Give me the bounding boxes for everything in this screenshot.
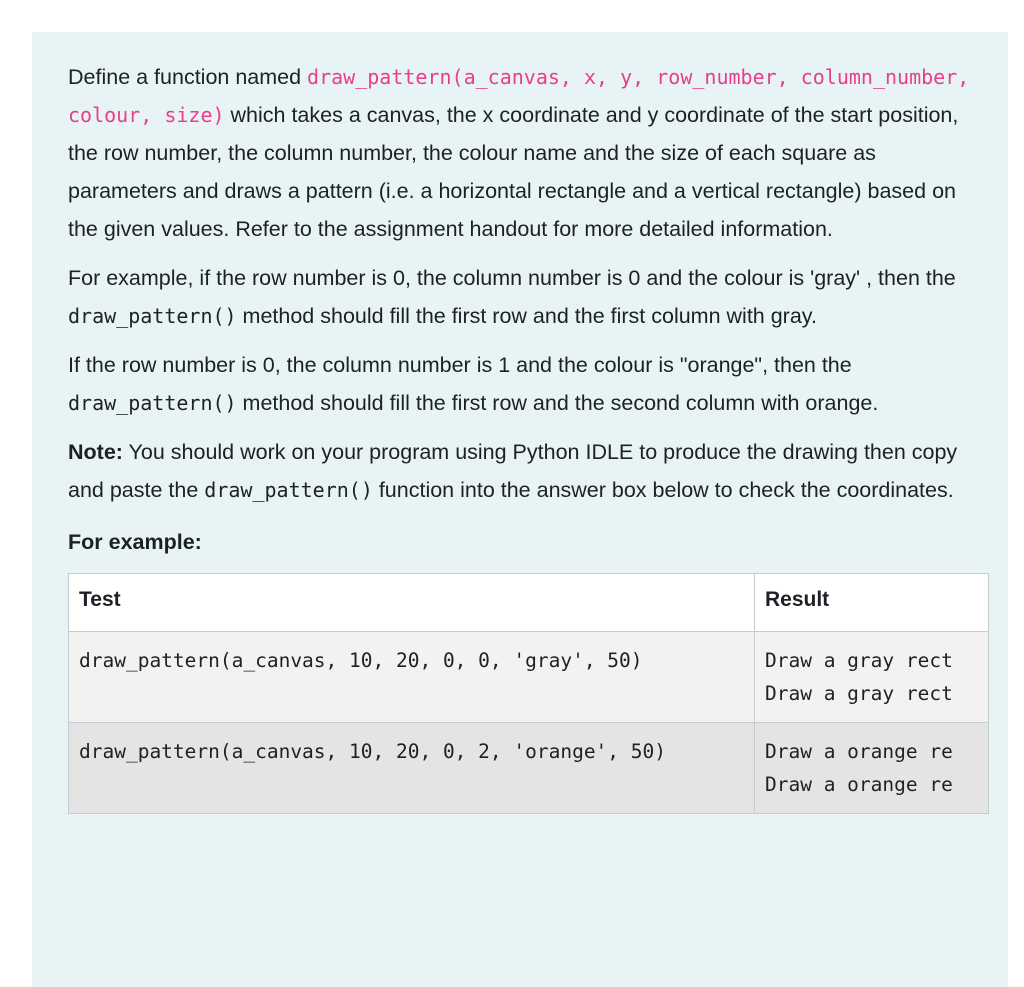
table-row [69,632,989,723]
result-cell [755,632,989,723]
p2-inline-code: draw_pattern() [68,304,237,328]
p3-text-start: If the row number is 0, the column number is 1 and the colour is "orange", then the [68,353,852,377]
result-line: Draw a orange re [765,773,953,796]
question-paragraph-note [68,433,972,509]
question-paragraph-1 [68,58,972,248]
note-label: Note: [68,440,123,464]
note-text-start: You should work on your program using Python IDLE to produce the drawing then copy and paste the [68,440,958,502]
result-line: Draw a gray rect [765,682,953,705]
result-line: Draw a gray rect [765,649,953,672]
table-row [69,723,989,814]
function-signature-code: draw_pattern(a_canvas, x, y, row_number, column_number, colour, size) [68,65,970,127]
note-inline-code: draw_pattern() [204,478,373,502]
question-paragraph-3 [68,346,972,422]
p3-text-end: method should fill the first row and the second column with orange. [236,391,879,415]
column-header-test: Test [69,574,755,632]
p2-text-start: For example, if the row number is 0, the column number is 0 and the colour is 'gray' , then the [68,266,956,290]
table-header-row [69,574,989,632]
question-paragraph-2 [68,259,972,335]
p1-text-end: which takes a canvas, the x coordinate and y coordinate of the start position, the row number, the column number, the colour name and the size of each square as parameters and draws a pattern (i.e. a horizontal rectangle and a vertical rectangle) based on the given values. Refer to the assignment handout for more detailed information. [68,103,959,241]
test-cell: draw_pattern(a_canvas, 10, 20, 0, 2, 'orange', 50) [69,723,755,814]
result-cell [755,723,989,814]
for-example-heading: For example: [68,530,202,554]
examples-table [68,573,989,814]
test-cell: draw_pattern(a_canvas, 10, 20, 0, 0, 'gray', 50) [69,632,755,723]
p3-inline-code: draw_pattern() [68,391,237,415]
result-line: Draw a orange re [765,740,953,763]
p2-text-end: method should fill the first row and the first column with gray. [236,304,817,328]
p1-text-start: Define a function named [68,65,308,89]
question-text-panel [32,32,1008,987]
note-text-end: function into the answer box below to check the coordinates. [372,478,954,502]
column-header-result: Result [755,574,989,632]
